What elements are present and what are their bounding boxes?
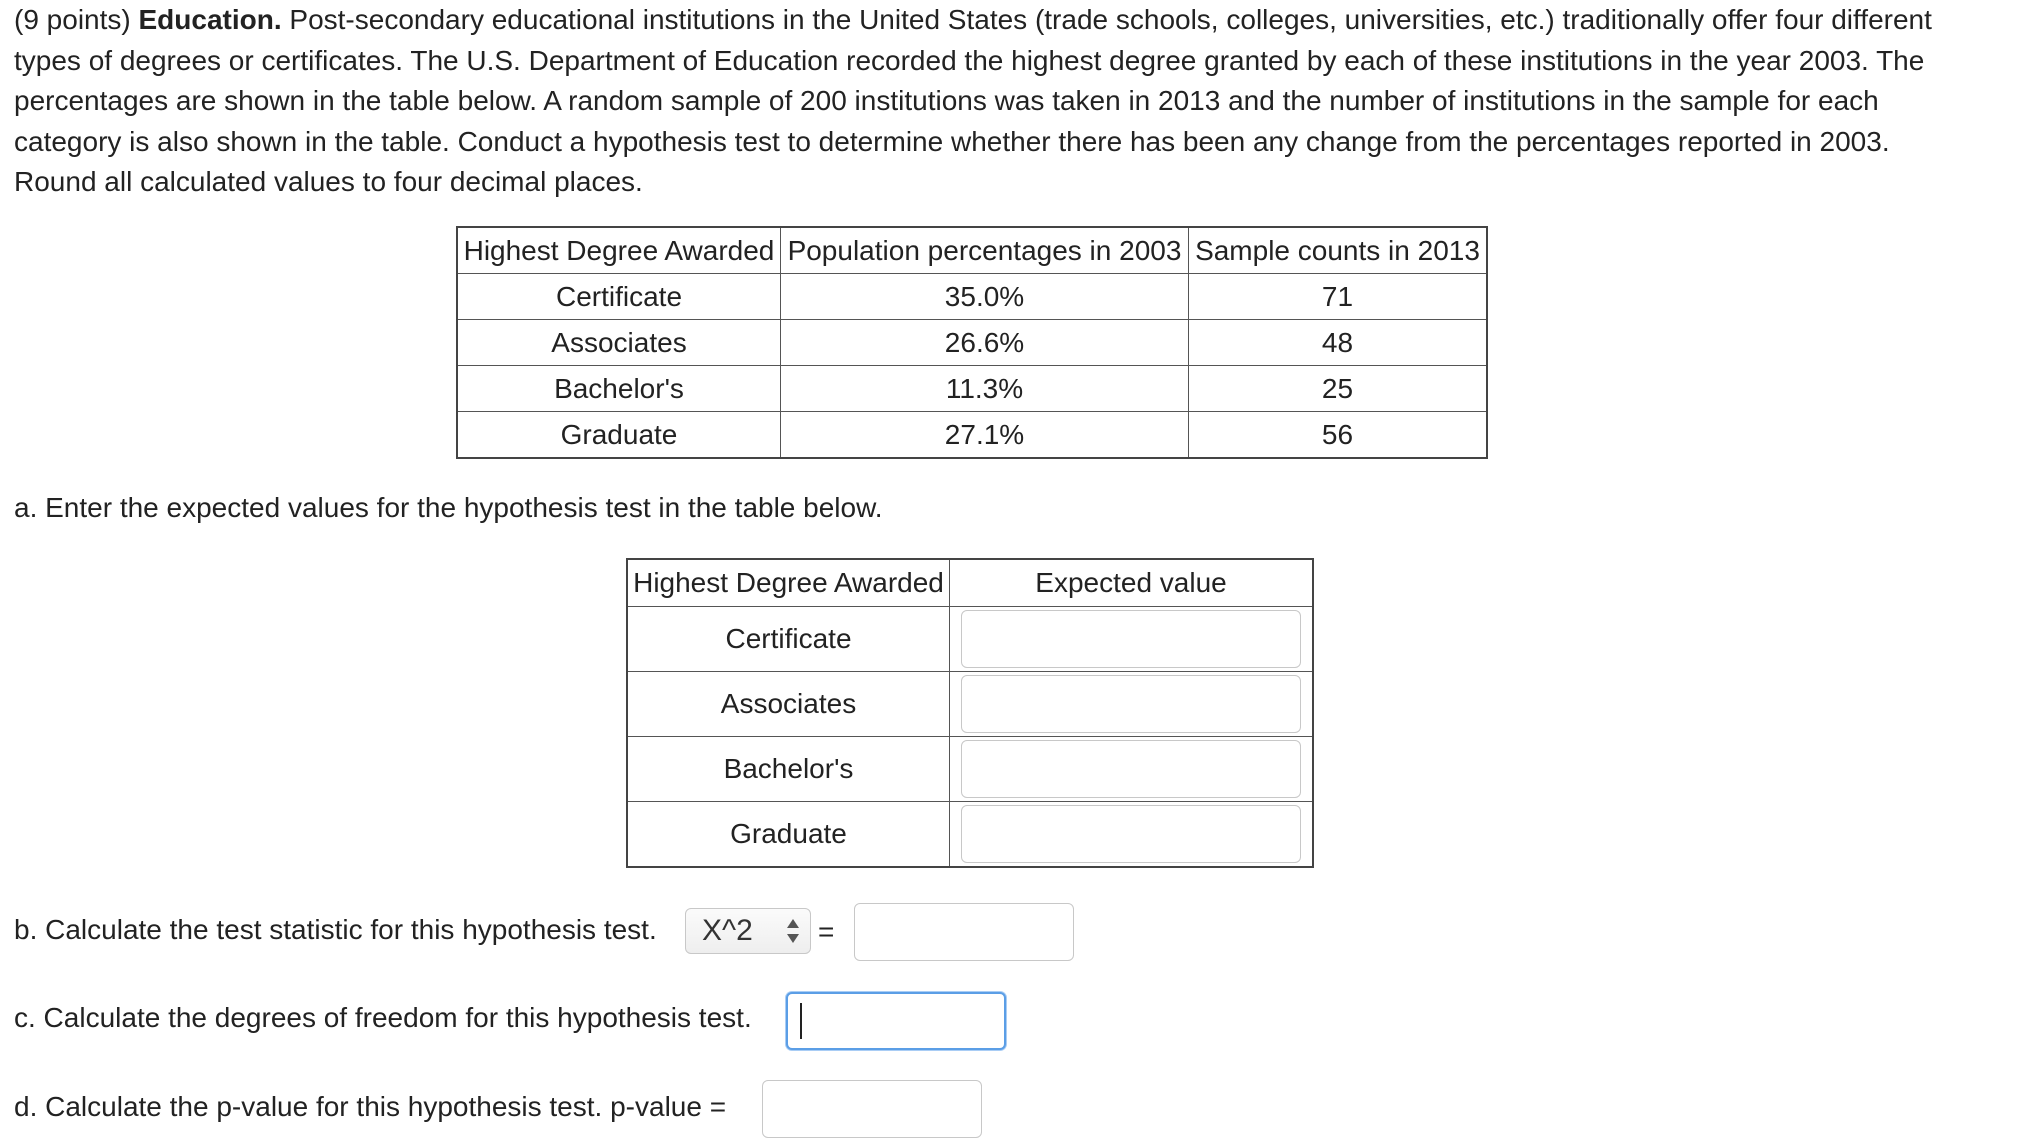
degree-cell: Graduate <box>627 802 950 868</box>
part-a-prompt: a. Enter the expected values for the hypothesis test in the table below. <box>14 492 883 523</box>
percent-cell: 11.3% <box>781 366 1189 412</box>
column-header: Highest Degree Awarded <box>457 227 781 274</box>
part-b-prompt: b. Calculate the test statistic for this hypothesis test. <box>14 914 657 945</box>
degree-cell: Associates <box>457 320 781 366</box>
part-c-prompt: c. Calculate the degrees of freedom for this hypothesis test. <box>14 1002 752 1033</box>
column-header: Expected value <box>950 559 1314 607</box>
percent-cell: 35.0% <box>781 274 1189 320</box>
count-cell: 48 <box>1189 320 1488 366</box>
expected-values-table <box>626 558 1314 868</box>
degree-cell: Certificate <box>627 607 950 672</box>
points-label: (9 points) <box>14 4 131 35</box>
expected-associates-input[interactable] <box>961 675 1301 733</box>
problem-statement <box>14 0 1974 203</box>
column-header: Sample counts in 2013 <box>1189 227 1488 274</box>
percent-cell: 26.6% <box>781 320 1189 366</box>
degree-cell: Bachelor's <box>457 366 781 412</box>
test-statistic-input[interactable] <box>854 903 1074 961</box>
table-row <box>457 412 1487 459</box>
expected-cell <box>950 672 1314 737</box>
population-table <box>456 226 1488 459</box>
expected-bachelors-input[interactable] <box>961 740 1301 798</box>
problem-title: Education. <box>138 4 282 35</box>
degree-cell: Certificate <box>457 274 781 320</box>
expected-graduate-input[interactable] <box>961 805 1301 863</box>
expected-cell <box>950 607 1314 672</box>
table-row <box>457 366 1487 412</box>
equals-sign: = <box>818 916 835 947</box>
select-arrows-icon <box>784 916 802 946</box>
degree-cell: Graduate <box>457 412 781 459</box>
table-header-row <box>627 559 1313 607</box>
table-row <box>457 274 1487 320</box>
statistic-type-selected: X^2 <box>702 914 753 947</box>
count-cell: 71 <box>1189 274 1488 320</box>
count-cell: 56 <box>1189 412 1488 459</box>
p-value-input[interactable] <box>762 1080 982 1138</box>
percent-cell: 27.1% <box>781 412 1189 459</box>
table-row <box>627 802 1313 868</box>
table-header-row <box>457 227 1487 274</box>
table-row <box>627 607 1313 672</box>
problem-text: Post-secondary educational institutions in the United States (trade schools, colleges, universities, etc.) traditionally offer four different types of degrees or certificates. The U.S. Department of Education recorded the highest degree granted by each of these institutions in the year 2003. The percentages are shown in the table below. A random sample of 200 institutions was taken in 2013 and the number of institutions in the sample for each category is also shown in the table. Conduct a hypothesis test to determine whether there has been any change from the percentages reported in 2003. Round all calculated values to four decimal places. <box>14 4 1932 197</box>
expected-cell <box>950 737 1314 802</box>
table-row <box>627 737 1313 802</box>
count-cell: 25 <box>1189 366 1488 412</box>
degree-cell: Associates <box>627 672 950 737</box>
table-row <box>457 320 1487 366</box>
degree-cell: Bachelor's <box>627 737 950 802</box>
part-d-prompt: d. Calculate the p-value for this hypothesis test. p-value = <box>14 1091 727 1122</box>
column-header: Population percentages in 2003 <box>781 227 1189 274</box>
expected-cell <box>950 802 1314 868</box>
expected-certificate-input[interactable] <box>961 610 1301 668</box>
text-cursor <box>800 1003 802 1039</box>
column-header: Highest Degree Awarded <box>627 559 950 607</box>
table-row <box>627 672 1313 737</box>
degrees-of-freedom-input[interactable] <box>786 992 1006 1050</box>
statistic-type-select[interactable] <box>685 908 811 954</box>
